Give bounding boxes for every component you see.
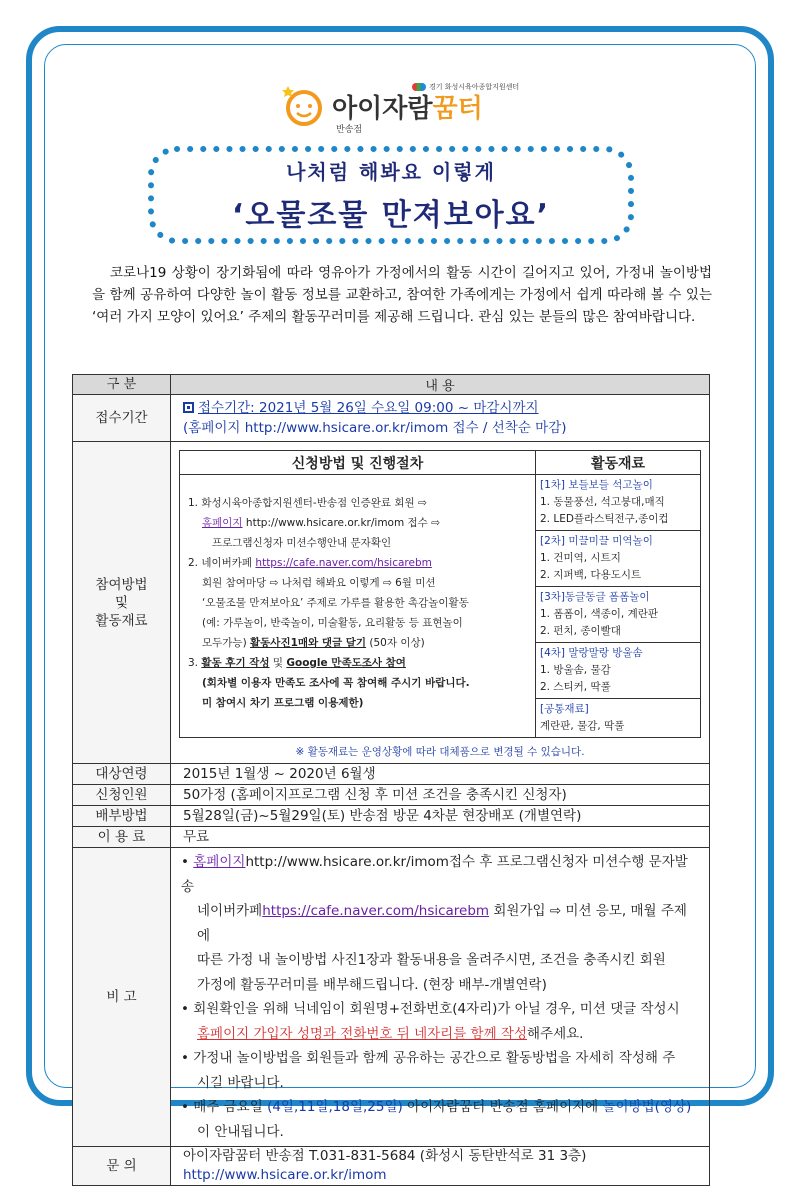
remarks-label: 비 고: [73, 848, 171, 1147]
remark-1-cont-1: [181, 899, 699, 948]
method-label-3: 활동재료: [95, 612, 148, 629]
center-logo: [276, 68, 526, 136]
header-category: 구 분: [73, 375, 171, 395]
materials-round-3: [536, 587, 701, 643]
logo-branch: 반송점: [336, 125, 363, 135]
row-fee: [73, 827, 710, 848]
remark-4-b: (4일,11일,18일,25일): [267, 1099, 403, 1115]
row-method: [73, 442, 710, 764]
materials-header: 활동재료: [536, 451, 701, 475]
delivery-value: 5월28일(금)~5월29일(토) 반송점 방문 4차분 현장배포 (개별연락): [171, 806, 710, 827]
age-value: 2015년 1월생 ~ 2020년 6월생: [171, 764, 710, 785]
step-3-line-a: [188, 653, 527, 673]
logo-name-part1: 아이자람: [332, 94, 433, 124]
remark-4-d: 놀이방법(영상): [602, 1099, 692, 1115]
remark-4-c: 아이자람꿈터 반송점 홈페이지에: [402, 1099, 603, 1115]
title-line-2: ‘오물조물 만져보아요’: [231, 198, 551, 233]
period-content: [171, 395, 710, 442]
mat-3-item-1: 1. 폼폼이, 색종이, 계란판: [540, 608, 658, 620]
remark-3: • 가정내 놀이방법을 회원들과 함께 공유하는 공간으로 활동방법을 자세히 작성해 주: [181, 1046, 699, 1071]
method-label-1: 참여방법: [95, 576, 148, 593]
homepage-link[interactable]: 홈페이지: [202, 517, 243, 529]
materials-round-4: [536, 643, 701, 699]
materials-round-1: [536, 475, 701, 531]
mat-common-title: [공통재료]: [540, 703, 589, 715]
contact-line-1: 아이자람꿈터 반송점 T.031-831-5684 (화성시 동탄반석로 31 3층): [183, 1148, 587, 1164]
mat-1-item-1: 1. 동물풍선, 석고붕대,매직: [540, 496, 665, 508]
row-age: [73, 764, 710, 785]
period-line-1: [183, 398, 697, 418]
remark-2: • 회원확인을 위해 닉네임이 회원명+전화번호(4자리)가 아닐 경우, 미션 댓글 작성시: [181, 997, 699, 1022]
quota-value: 50가정 (홈페이지프로그램 신청 후 미션 조건을 충족시킨 신청자): [171, 785, 710, 806]
step-3-a1: 3.: [188, 657, 202, 669]
remark-4: [181, 1095, 699, 1120]
fee-value: 무료: [171, 827, 710, 848]
step-2-line-c: ‘오물조물 만져보아요’ 주제로 가루를 활용한 촉감놀이활동: [202, 597, 469, 609]
remarks-content: [171, 848, 710, 1147]
step-3-line-b: (회차별 이용자 만족도 조사에 꼭 참여해 주시기 바랍니다.: [202, 677, 470, 689]
header-content: 내 용: [171, 375, 710, 395]
step-2-line-b: 회원 참여마당 ⇨ 나처럼 해봐요 이렇게 ⇨ 6월 미션: [202, 577, 436, 589]
checkbox-square-icon: [183, 402, 194, 413]
contact-content: [171, 1147, 710, 1186]
remark-1-cont-3: 가정에 활동꾸러미를 배부해드립니다. (현장 배부-개별연락): [197, 976, 547, 993]
title-line-1: 나처럼 해봐요 이렇게: [286, 160, 496, 184]
remark-1-cont-2: 따른 가정 내 놀이방법 사진1장과 활동내용을 올려주시면, 조건을 충족시킨 회원: [197, 952, 666, 968]
logo-name: [332, 88, 483, 125]
step-3-a2: 활동 후기 작성: [201, 657, 270, 669]
step-2-line-e: [188, 633, 527, 653]
remark-4-a: 매주 금요일: [193, 1099, 268, 1115]
delivery-label: 배부방법: [73, 806, 171, 827]
mat-3-title: [3차]동글동글 폼폼놀이: [540, 591, 650, 603]
procedure-header: 신청방법 및 진행절차: [180, 451, 536, 475]
remark-1: [181, 850, 699, 899]
mat-4-item-2: 2. 스티커, 딱풀: [540, 681, 611, 693]
step-1-line-b-rest: http://www.hsicare.or.kr/imom 접수 ⇨: [242, 517, 440, 529]
period-line-1-text: 접수기간: 2021년 5월 26일 수요일 09:00 ~ 마감시까지: [198, 400, 539, 416]
period-line-2: (홈페이지 http://www.hsicare.or.kr/imom 접수 / 선착순 마감): [183, 420, 567, 436]
materials-common: [536, 699, 701, 738]
procedure-steps: [180, 475, 536, 738]
step-1-line-c: 프로그램신청자 미션수행안내 문자확인: [212, 537, 392, 549]
row-period: [73, 395, 710, 442]
method-label: [73, 442, 171, 764]
step-3-a3: 및: [269, 657, 287, 669]
row-remarks: [73, 848, 710, 1147]
mat-4-item-1: 1. 방울솜, 물감: [540, 664, 611, 676]
method-content: [171, 442, 710, 764]
mat-3-item-2: 2. 펀치, 종이빨대: [540, 625, 621, 637]
row-contact: [73, 1147, 710, 1186]
remark-2-cont: [181, 1022, 699, 1047]
remark-3-cont: 시길 바랍니다.: [197, 1074, 284, 1091]
row-delivery: [73, 806, 710, 827]
title-box: [146, 144, 636, 246]
step-1-line-a: 1. 화성시육아종합지원센터-반송점 인증완료 회원 ⇨: [188, 497, 427, 509]
fee-label: 이 용 료: [73, 827, 171, 848]
mat-1-item-2: 2. LED플라스틱전구,종이컵: [540, 513, 669, 525]
remark-homepage-link[interactable]: 홈페이지: [193, 854, 246, 870]
step-2-line-a: [188, 553, 527, 573]
remark-2-rest: 해주세요.: [526, 1025, 584, 1042]
mat-common-item: 계란판, 물감, 딱풀: [540, 720, 625, 732]
intro-paragraph: 코로나19 상황이 장기화됨에 따라 영유아가 가정에서의 활동 시간이 길어지고 있어, 가정내 놀이방법을 함께 공유하여 다양한 놀이 활동 정보를 교환하고, 참여한 가족에게는 가정에서 쉽게 따라해 볼 수 있는 ‘여러 가지 모양이 있어요’ 주제의 활동꾸러미를 제공해 드립니다. 관심 있는 분들의 많은 참여바랍니다.: [92, 265, 712, 325]
step-3-line-c: 미 참여시 차기 프로그램 이용제한): [202, 697, 364, 709]
mat-2-title: [2차] 미끌미끌 미역놀이: [540, 535, 653, 547]
method-label-2: 및: [114, 594, 129, 611]
mat-1-title: [1차] 보들보들 석고놀이: [540, 479, 653, 491]
smiley-face-icon: [280, 80, 328, 128]
step-1-line-b: [188, 513, 527, 533]
remark-4-cont: 이 안내됩니다.: [197, 1123, 284, 1140]
info-table: [72, 374, 710, 1186]
quota-label: 신청인원: [73, 785, 171, 806]
step-2-e3: (50자 이상): [366, 637, 425, 649]
age-label: 대상연령: [73, 764, 171, 785]
period-label: 접수기간: [73, 395, 171, 442]
remark-1-rest: http://www.hsicare.or.kr/imom접수 후 프로그램신청자 미션수행 문자발송: [181, 854, 688, 895]
mat-4-title: [4차] 말랑말랑 방울솜: [540, 647, 643, 659]
step-2-e1: 모두가능): [202, 637, 251, 649]
mat-2-item-2: 2. 지퍼백, 다용도시트: [540, 569, 642, 581]
logo-name-part2: 꿈터: [432, 94, 483, 124]
step-2-line-d: (예: 가루놀이, 반죽놀이, 미술활동, 요리활동 등 표현놀이: [202, 617, 463, 629]
step-2-e2: 활동사진1매와 댓글 달기: [250, 637, 367, 649]
contact-url[interactable]: http://www.hsicare.or.kr/imom: [183, 1167, 387, 1183]
materials-round-2: [536, 531, 701, 587]
remark-1-c2b: 회원가입 ⇨ 미션 응모, 매월 주제에: [197, 903, 687, 944]
table-header-row: [73, 375, 710, 395]
contact-label: 문 의: [73, 1147, 171, 1186]
remark-2-red: 홈페이지 가입자 성명과 전화번호 뒤 네자리를 함께 작성: [197, 1025, 527, 1042]
mat-2-item-1: 1. 건미역, 시트지: [540, 552, 621, 564]
remark-1-c2a: 네이버카페: [197, 903, 263, 919]
step-3-a4: Google 만족도조사 참여: [286, 657, 406, 669]
org-name-text: 경기 화성시육아종합지원센터: [429, 83, 520, 91]
naver-cafe-link[interactable]: https://cafe.naver.com/hsicarebm: [255, 557, 432, 569]
procedure-table: [179, 450, 701, 738]
remark-cafe-link[interactable]: https://cafe.naver.com/hsicarebm: [262, 903, 490, 919]
row-quota: [73, 785, 710, 806]
step-2-prefix: 2. 네이버카페: [188, 557, 256, 569]
materials-note: ※ 활동재료는 운영상황에 따라 대체품으로 변경될 수 있습니다.: [295, 746, 585, 758]
